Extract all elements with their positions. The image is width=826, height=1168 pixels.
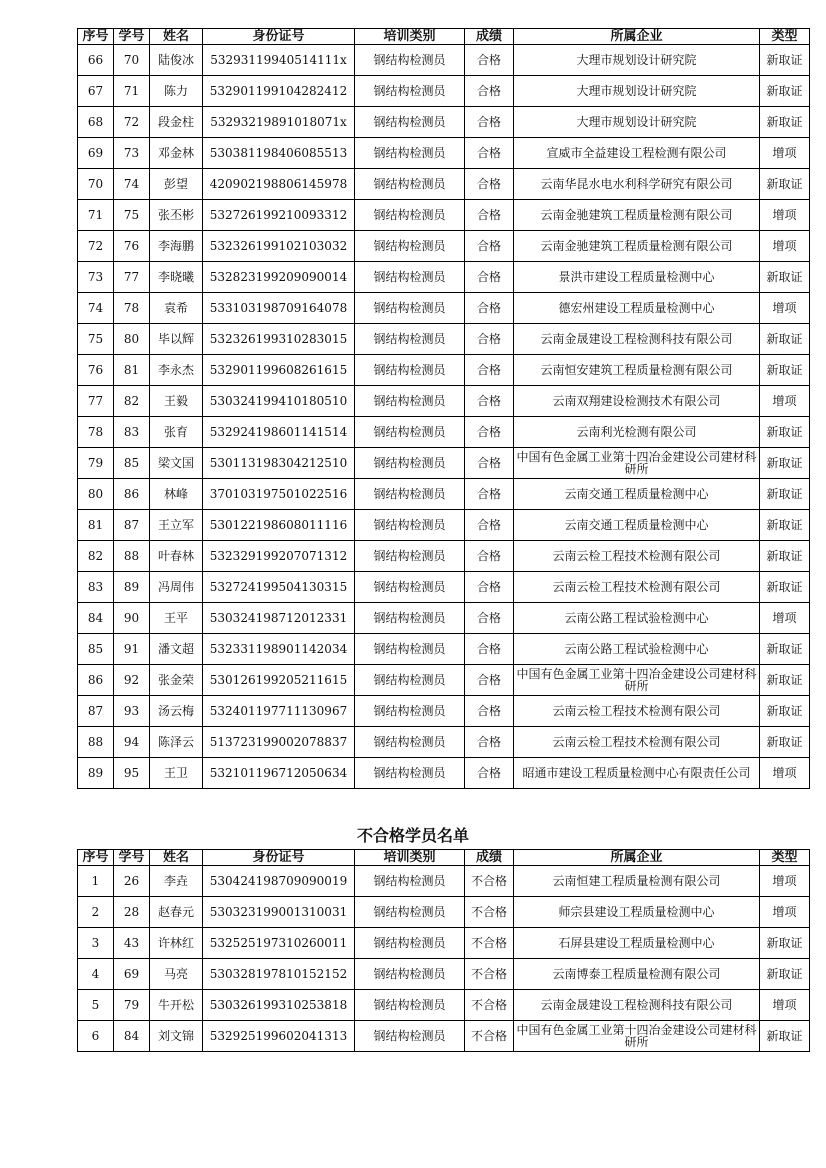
cell-seq: 76 bbox=[78, 355, 114, 386]
cell-id-number: 530324199410180510 bbox=[203, 386, 355, 417]
table-row bbox=[78, 665, 810, 696]
cell-company: 师宗县建设工程质量检测中心 bbox=[514, 897, 760, 928]
cell-student-no: 86 bbox=[114, 479, 150, 510]
cell-type: 新取证 bbox=[760, 665, 810, 696]
cell-seq: 87 bbox=[78, 696, 114, 727]
cell-score: 不合格 bbox=[465, 1021, 514, 1052]
cell-company: 石屏县建设工程质量检测中心 bbox=[514, 928, 760, 959]
cell-student-no: 89 bbox=[114, 572, 150, 603]
cell-id-number: 532924198601141514 bbox=[203, 417, 355, 448]
cell-name: 马亮 bbox=[150, 959, 203, 990]
cell-seq: 69 bbox=[78, 138, 114, 169]
cell-seq: 70 bbox=[78, 169, 114, 200]
cell-company: 云南公路工程试验检测中心 bbox=[514, 603, 760, 634]
cell-student-no: 26 bbox=[114, 866, 150, 897]
cell-name: 邓金林 bbox=[150, 138, 203, 169]
cell-type: 新取证 bbox=[760, 355, 810, 386]
cell-type: 新取证 bbox=[760, 417, 810, 448]
cell-company: 云南利光检测有限公司 bbox=[514, 417, 760, 448]
cell-name: 张育 bbox=[150, 417, 203, 448]
table-row bbox=[78, 959, 810, 990]
cell-type: 新取证 bbox=[760, 448, 810, 479]
cell-seq: 84 bbox=[78, 603, 114, 634]
header-score: 成绩 bbox=[465, 29, 514, 45]
cell-score: 合格 bbox=[465, 727, 514, 758]
cell-id-number: 530326199310253818 bbox=[203, 990, 355, 1021]
table-row bbox=[78, 448, 810, 479]
cell-category: 钢结构检测员 bbox=[355, 634, 465, 665]
cell-name: 陈泽云 bbox=[150, 727, 203, 758]
cell-score: 合格 bbox=[465, 634, 514, 665]
cell-name: 李海鹏 bbox=[150, 231, 203, 262]
cell-category: 钢结构检测员 bbox=[355, 45, 465, 76]
cell-id-number: 532726199210093312 bbox=[203, 200, 355, 231]
cell-score: 合格 bbox=[465, 262, 514, 293]
cell-name: 梁文国 bbox=[150, 448, 203, 479]
table-row bbox=[78, 603, 810, 634]
cell-seq: 78 bbox=[78, 417, 114, 448]
cell-company: 大理市规划设计研究院 bbox=[514, 76, 760, 107]
cell-company: 中国有色金属工业第十四冶金建设公司建材科研所 bbox=[514, 1021, 760, 1052]
cell-type: 新取证 bbox=[760, 262, 810, 293]
cell-type: 新取证 bbox=[760, 959, 810, 990]
cell-student-no: 81 bbox=[114, 355, 150, 386]
cell-id-number: 533103198709164078 bbox=[203, 293, 355, 324]
cell-id-number: 532326199310283015 bbox=[203, 324, 355, 355]
cell-seq: 72 bbox=[78, 231, 114, 262]
cell-id-number: 530324198712012331 bbox=[203, 603, 355, 634]
cell-category: 钢结构检测员 bbox=[355, 510, 465, 541]
cell-score: 不合格 bbox=[465, 866, 514, 897]
cell-id-number: 53293119940514111x bbox=[203, 45, 355, 76]
cell-name: 彭望 bbox=[150, 169, 203, 200]
table-row bbox=[78, 572, 810, 603]
cell-score: 不合格 bbox=[465, 990, 514, 1021]
cell-id-number: 532901199104282412 bbox=[203, 76, 355, 107]
header-company: 所属企业 bbox=[514, 29, 760, 45]
cell-name: 张丕彬 bbox=[150, 200, 203, 231]
cell-seq: 82 bbox=[78, 541, 114, 572]
failed-trainees-body bbox=[78, 866, 810, 1052]
cell-name: 李永杰 bbox=[150, 355, 203, 386]
cell-company: 德宏州建设工程质量检测中心 bbox=[514, 293, 760, 324]
cell-company: 云南金晟建设工程检测科技有限公司 bbox=[514, 324, 760, 355]
table-header-row bbox=[78, 850, 810, 866]
cell-student-no: 72 bbox=[114, 107, 150, 138]
cell-category: 钢结构检测员 bbox=[355, 386, 465, 417]
cell-category: 钢结构检测员 bbox=[355, 324, 465, 355]
cell-company: 云南双翔建设检测技术有限公司 bbox=[514, 386, 760, 417]
cell-score: 合格 bbox=[465, 169, 514, 200]
cell-score: 合格 bbox=[465, 200, 514, 231]
cell-id-number: 532329199207071312 bbox=[203, 541, 355, 572]
cell-category: 钢结构检测员 bbox=[355, 107, 465, 138]
cell-company: 云南云检工程技术检测有限公司 bbox=[514, 572, 760, 603]
header-type: 类型 bbox=[760, 850, 810, 866]
failed-list-title: 不合格学员名单 bbox=[356, 826, 469, 845]
cell-score: 合格 bbox=[465, 541, 514, 572]
cell-id-number: 530122198608011116 bbox=[203, 510, 355, 541]
cell-seq: 86 bbox=[78, 665, 114, 696]
cell-company: 景洪市建设工程质量检测中心 bbox=[514, 262, 760, 293]
cell-id-number: 532901199608261615 bbox=[203, 355, 355, 386]
cell-type: 增项 bbox=[760, 138, 810, 169]
cell-seq: 75 bbox=[78, 324, 114, 355]
table-row bbox=[78, 541, 810, 572]
cell-student-no: 75 bbox=[114, 200, 150, 231]
cell-name: 陈力 bbox=[150, 76, 203, 107]
cell-name: 段金柱 bbox=[150, 107, 203, 138]
table-row bbox=[78, 355, 810, 386]
cell-student-no: 92 bbox=[114, 665, 150, 696]
table-row bbox=[78, 479, 810, 510]
cell-type: 增项 bbox=[760, 990, 810, 1021]
cell-score: 合格 bbox=[465, 510, 514, 541]
cell-score: 合格 bbox=[465, 324, 514, 355]
table-row bbox=[78, 866, 810, 897]
cell-student-no: 43 bbox=[114, 928, 150, 959]
cell-category: 钢结构检测员 bbox=[355, 293, 465, 324]
cell-id-number: 420902198806145978 bbox=[203, 169, 355, 200]
cell-company: 云南金驰建筑工程质量检测有限公司 bbox=[514, 200, 760, 231]
table-row bbox=[78, 417, 810, 448]
table-header-row bbox=[78, 29, 810, 45]
cell-id-number: 530424198709090019 bbox=[203, 866, 355, 897]
cell-type: 增项 bbox=[760, 866, 810, 897]
table-row bbox=[78, 107, 810, 138]
cell-type: 增项 bbox=[760, 293, 810, 324]
cell-student-no: 73 bbox=[114, 138, 150, 169]
cell-name: 陆俊冰 bbox=[150, 45, 203, 76]
cell-type: 增项 bbox=[760, 603, 810, 634]
cell-score: 合格 bbox=[465, 448, 514, 479]
cell-seq: 83 bbox=[78, 572, 114, 603]
table-row bbox=[78, 262, 810, 293]
cell-seq: 3 bbox=[78, 928, 114, 959]
cell-seq: 1 bbox=[78, 866, 114, 897]
cell-type: 增项 bbox=[760, 386, 810, 417]
cell-category: 钢结构检测员 bbox=[355, 479, 465, 510]
cell-name: 李垚 bbox=[150, 866, 203, 897]
cell-seq: 6 bbox=[78, 1021, 114, 1052]
cell-category: 钢结构检测员 bbox=[355, 603, 465, 634]
cell-name: 王毅 bbox=[150, 386, 203, 417]
table-row bbox=[78, 928, 810, 959]
cell-score: 合格 bbox=[465, 479, 514, 510]
cell-type: 新取证 bbox=[760, 107, 810, 138]
cell-student-no: 74 bbox=[114, 169, 150, 200]
header-name: 姓名 bbox=[150, 29, 203, 45]
cell-category: 钢结构检测员 bbox=[355, 169, 465, 200]
cell-company: 中国有色金属工业第十四冶金建设公司建材科研所 bbox=[514, 448, 760, 479]
table-row bbox=[78, 727, 810, 758]
cell-type: 增项 bbox=[760, 758, 810, 789]
cell-score: 合格 bbox=[465, 76, 514, 107]
cell-seq: 85 bbox=[78, 634, 114, 665]
cell-student-no: 91 bbox=[114, 634, 150, 665]
header-id-number: 身份证号 bbox=[203, 29, 355, 45]
cell-id-number: 530113198304212510 bbox=[203, 448, 355, 479]
cell-seq: 88 bbox=[78, 727, 114, 758]
cell-category: 钢结构检测员 bbox=[355, 448, 465, 479]
cell-student-no: 79 bbox=[114, 990, 150, 1021]
cell-score: 合格 bbox=[465, 603, 514, 634]
cell-seq: 81 bbox=[78, 510, 114, 541]
cell-id-number: 370103197501022516 bbox=[203, 479, 355, 510]
table-row bbox=[78, 990, 810, 1021]
cell-category: 钢结构检测员 bbox=[355, 665, 465, 696]
cell-company: 云南恒安建筑工程质量检测有限公司 bbox=[514, 355, 760, 386]
cell-company: 云南云检工程技术检测有限公司 bbox=[514, 727, 760, 758]
table-row bbox=[78, 758, 810, 789]
cell-type: 新取证 bbox=[760, 510, 810, 541]
cell-student-no: 90 bbox=[114, 603, 150, 634]
cell-category: 钢结构检测员 bbox=[355, 572, 465, 603]
cell-seq: 73 bbox=[78, 262, 114, 293]
header-company: 所属企业 bbox=[514, 850, 760, 866]
cell-category: 钢结构检测员 bbox=[355, 897, 465, 928]
cell-type: 新取证 bbox=[760, 45, 810, 76]
cell-student-no: 84 bbox=[114, 1021, 150, 1052]
cell-seq: 2 bbox=[78, 897, 114, 928]
cell-name: 袁希 bbox=[150, 293, 203, 324]
cell-id-number: 532101196712050634 bbox=[203, 758, 355, 789]
cell-category: 钢结构检测员 bbox=[355, 990, 465, 1021]
table-row bbox=[78, 138, 810, 169]
cell-score: 合格 bbox=[465, 417, 514, 448]
cell-score: 合格 bbox=[465, 45, 514, 76]
cell-category: 钢结构检测员 bbox=[355, 959, 465, 990]
cell-type: 新取证 bbox=[760, 928, 810, 959]
cell-name: 冯周伟 bbox=[150, 572, 203, 603]
cell-category: 钢结构检测员 bbox=[355, 696, 465, 727]
cell-category: 钢结构检测员 bbox=[355, 138, 465, 169]
cell-student-no: 93 bbox=[114, 696, 150, 727]
cell-name: 王卫 bbox=[150, 758, 203, 789]
table-row bbox=[78, 76, 810, 107]
cell-company: 云南云检工程技术检测有限公司 bbox=[514, 541, 760, 572]
cell-type: 增项 bbox=[760, 897, 810, 928]
cell-student-no: 28 bbox=[114, 897, 150, 928]
cell-type: 新取证 bbox=[760, 324, 810, 355]
cell-category: 钢结构检测员 bbox=[355, 200, 465, 231]
cell-name: 李晓曦 bbox=[150, 262, 203, 293]
cell-company: 昭通市建设工程质量检测中心有限责任公司 bbox=[514, 758, 760, 789]
cell-score: 合格 bbox=[465, 231, 514, 262]
cell-score: 不合格 bbox=[465, 928, 514, 959]
cell-seq: 79 bbox=[78, 448, 114, 479]
cell-score: 不合格 bbox=[465, 897, 514, 928]
header-student-no: 学号 bbox=[114, 29, 150, 45]
cell-id-number: 530328197810152152 bbox=[203, 959, 355, 990]
table-row bbox=[78, 510, 810, 541]
cell-type: 新取证 bbox=[760, 634, 810, 665]
cell-id-number: 532525197310260011 bbox=[203, 928, 355, 959]
cell-name: 王平 bbox=[150, 603, 203, 634]
cell-company: 云南公路工程试验检测中心 bbox=[514, 634, 760, 665]
table-row bbox=[78, 634, 810, 665]
cell-type: 增项 bbox=[760, 200, 810, 231]
header-type: 类型 bbox=[760, 29, 810, 45]
cell-score: 不合格 bbox=[465, 959, 514, 990]
cell-id-number: 532331198901142034 bbox=[203, 634, 355, 665]
cell-company: 云南华昆水电水利科学研究有限公司 bbox=[514, 169, 760, 200]
cell-student-no: 69 bbox=[114, 959, 150, 990]
cell-score: 合格 bbox=[465, 355, 514, 386]
cell-company: 云南云检工程技术检测有限公司 bbox=[514, 696, 760, 727]
cell-student-no: 94 bbox=[114, 727, 150, 758]
cell-category: 钢结构检测员 bbox=[355, 866, 465, 897]
cell-type: 新取证 bbox=[760, 541, 810, 572]
cell-name: 林峰 bbox=[150, 479, 203, 510]
cell-student-no: 87 bbox=[114, 510, 150, 541]
cell-score: 合格 bbox=[465, 138, 514, 169]
table-row bbox=[78, 1021, 810, 1052]
failed-trainees-table bbox=[77, 849, 810, 1052]
table-row bbox=[78, 293, 810, 324]
cell-score: 合格 bbox=[465, 386, 514, 417]
cell-student-no: 78 bbox=[114, 293, 150, 324]
passed-trainees-table bbox=[77, 28, 810, 789]
cell-seq: 71 bbox=[78, 200, 114, 231]
cell-category: 钢结构检测员 bbox=[355, 928, 465, 959]
cell-company: 云南交通工程质量检测中心 bbox=[514, 479, 760, 510]
cell-category: 钢结构检测员 bbox=[355, 758, 465, 789]
cell-score: 合格 bbox=[465, 107, 514, 138]
cell-student-no: 85 bbox=[114, 448, 150, 479]
cell-type: 新取证 bbox=[760, 727, 810, 758]
table-row bbox=[78, 45, 810, 76]
cell-type: 增项 bbox=[760, 231, 810, 262]
cell-student-no: 77 bbox=[114, 262, 150, 293]
cell-student-no: 82 bbox=[114, 386, 150, 417]
cell-type: 新取证 bbox=[760, 572, 810, 603]
cell-company: 云南金晟建设工程检测科技有限公司 bbox=[514, 990, 760, 1021]
cell-id-number: 532724199504130315 bbox=[203, 572, 355, 603]
cell-type: 新取证 bbox=[760, 169, 810, 200]
cell-company: 云南恒建工程质量检测有限公司 bbox=[514, 866, 760, 897]
cell-seq: 77 bbox=[78, 386, 114, 417]
cell-category: 钢结构检测员 bbox=[355, 727, 465, 758]
cell-student-no: 76 bbox=[114, 231, 150, 262]
cell-company: 云南博泰工程质量检测有限公司 bbox=[514, 959, 760, 990]
cell-type: 新取证 bbox=[760, 479, 810, 510]
cell-company: 大理市规划设计研究院 bbox=[514, 45, 760, 76]
table-row bbox=[78, 386, 810, 417]
cell-name: 潘文超 bbox=[150, 634, 203, 665]
cell-student-no: 80 bbox=[114, 324, 150, 355]
cell-id-number: 53293219891018071x bbox=[203, 107, 355, 138]
table-row bbox=[78, 169, 810, 200]
cell-category: 钢结构检测员 bbox=[355, 1021, 465, 1052]
header-score: 成绩 bbox=[465, 850, 514, 866]
cell-seq: 4 bbox=[78, 959, 114, 990]
cell-id-number: 513723199002078837 bbox=[203, 727, 355, 758]
cell-id-number: 532326199102103032 bbox=[203, 231, 355, 262]
table-row bbox=[78, 897, 810, 928]
cell-seq: 68 bbox=[78, 107, 114, 138]
cell-seq: 67 bbox=[78, 76, 114, 107]
cell-id-number: 532925199602041313 bbox=[203, 1021, 355, 1052]
cell-score: 合格 bbox=[465, 572, 514, 603]
table-row bbox=[78, 696, 810, 727]
cell-name: 毕以辉 bbox=[150, 324, 203, 355]
cell-company: 云南交通工程质量检测中心 bbox=[514, 510, 760, 541]
cell-id-number: 530126199205211615 bbox=[203, 665, 355, 696]
cell-name: 汤云梅 bbox=[150, 696, 203, 727]
cell-seq: 74 bbox=[78, 293, 114, 324]
cell-student-no: 88 bbox=[114, 541, 150, 572]
cell-name: 许林红 bbox=[150, 928, 203, 959]
cell-category: 钢结构检测员 bbox=[355, 76, 465, 107]
cell-student-no: 70 bbox=[114, 45, 150, 76]
cell-type: 新取证 bbox=[760, 76, 810, 107]
cell-name: 王立军 bbox=[150, 510, 203, 541]
header-seq: 序号 bbox=[78, 29, 114, 45]
cell-category: 钢结构检测员 bbox=[355, 262, 465, 293]
header-seq: 序号 bbox=[78, 850, 114, 866]
cell-type: 新取证 bbox=[760, 696, 810, 727]
cell-name: 叶春林 bbox=[150, 541, 203, 572]
cell-seq: 5 bbox=[78, 990, 114, 1021]
cell-name: 刘文锦 bbox=[150, 1021, 203, 1052]
cell-name: 赵春元 bbox=[150, 897, 203, 928]
cell-seq: 66 bbox=[78, 45, 114, 76]
table-row bbox=[78, 324, 810, 355]
table-row bbox=[78, 231, 810, 262]
cell-company: 大理市规划设计研究院 bbox=[514, 107, 760, 138]
header-category: 培训类别 bbox=[355, 29, 465, 45]
cell-id-number: 532401197711130967 bbox=[203, 696, 355, 727]
cell-student-no: 71 bbox=[114, 76, 150, 107]
cell-name: 张金荣 bbox=[150, 665, 203, 696]
cell-category: 钢结构检测员 bbox=[355, 355, 465, 386]
cell-type: 新取证 bbox=[760, 1021, 810, 1052]
cell-score: 合格 bbox=[465, 758, 514, 789]
cell-name: 牛开松 bbox=[150, 990, 203, 1021]
cell-score: 合格 bbox=[465, 665, 514, 696]
cell-id-number: 530323199001310031 bbox=[203, 897, 355, 928]
header-category: 培训类别 bbox=[355, 850, 465, 866]
cell-company: 宣威市全益建设工程检测有限公司 bbox=[514, 138, 760, 169]
cell-category: 钢结构检测员 bbox=[355, 231, 465, 262]
cell-company: 云南金驰建筑工程质量检测有限公司 bbox=[514, 231, 760, 262]
header-student-no: 学号 bbox=[114, 850, 150, 866]
cell-seq: 80 bbox=[78, 479, 114, 510]
table-row bbox=[78, 200, 810, 231]
cell-category: 钢结构检测员 bbox=[355, 417, 465, 448]
passed-trainees-body bbox=[78, 45, 810, 789]
header-name: 姓名 bbox=[150, 850, 203, 866]
cell-student-no: 95 bbox=[114, 758, 150, 789]
cell-id-number: 530381198406085513 bbox=[203, 138, 355, 169]
cell-id-number: 532823199209090014 bbox=[203, 262, 355, 293]
cell-seq: 89 bbox=[78, 758, 114, 789]
cell-category: 钢结构检测员 bbox=[355, 541, 465, 572]
cell-company: 中国有色金属工业第十四冶金建设公司建材科研所 bbox=[514, 665, 760, 696]
cell-score: 合格 bbox=[465, 696, 514, 727]
cell-student-no: 83 bbox=[114, 417, 150, 448]
cell-score: 合格 bbox=[465, 293, 514, 324]
header-id-number: 身份证号 bbox=[203, 850, 355, 866]
